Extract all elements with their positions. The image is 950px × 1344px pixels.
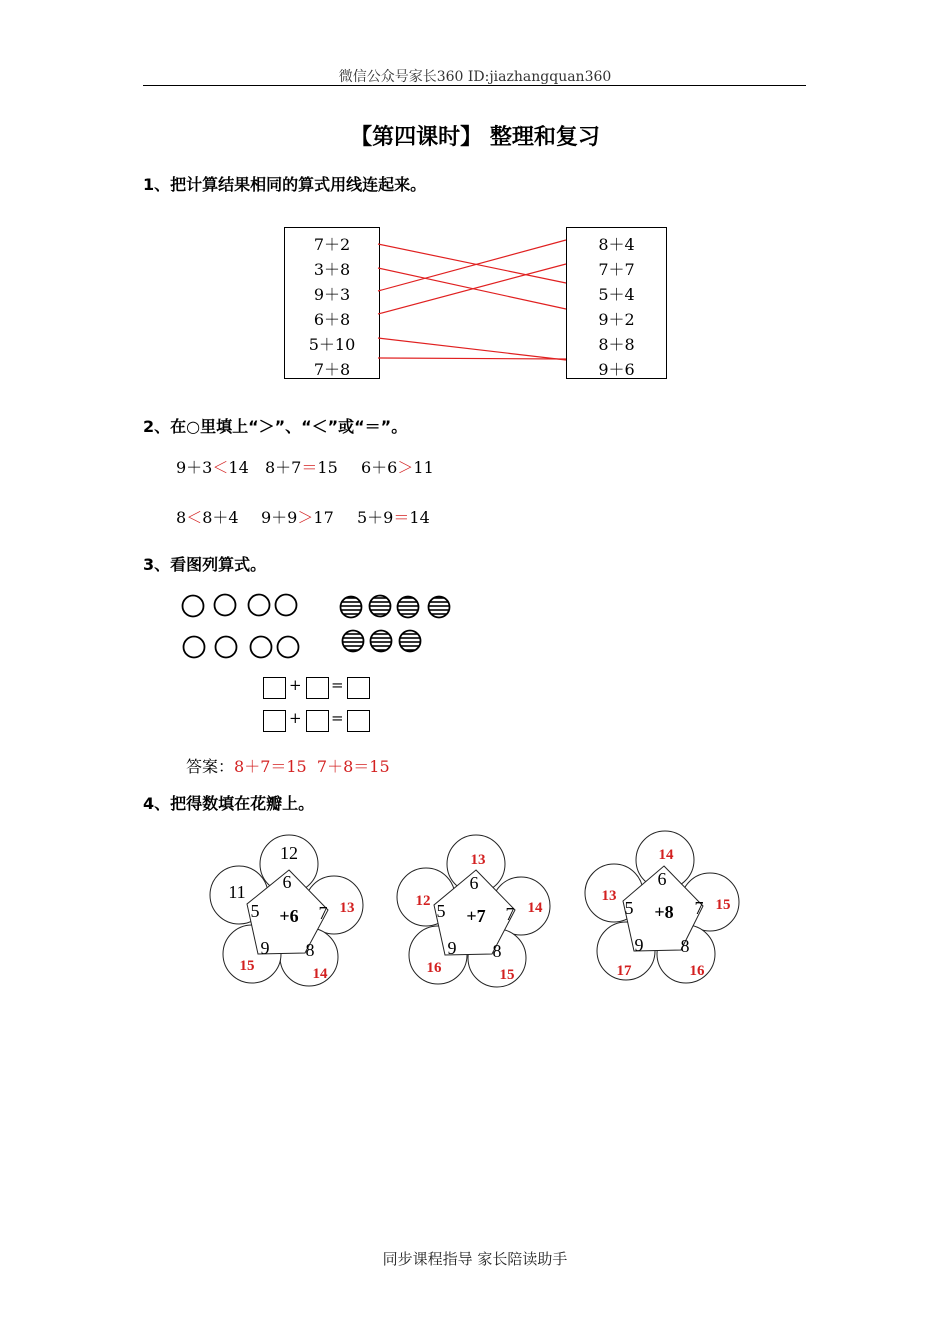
striped-circle-icon xyxy=(343,631,364,652)
comparison-left: 9＋3 xyxy=(176,458,213,477)
petal-value: 12 xyxy=(415,893,431,909)
answer-box[interactable] xyxy=(263,710,286,732)
striped-circle-icon xyxy=(341,597,362,618)
left-expr: 5＋10 xyxy=(308,335,356,354)
match-line xyxy=(378,244,566,283)
petal-value: 15 xyxy=(239,958,255,974)
comparison-right: 17 xyxy=(313,508,334,527)
petal-value: 13 xyxy=(339,900,355,916)
comparison-left: 5＋9 xyxy=(357,508,394,527)
petal-value: 11 xyxy=(228,882,246,902)
right-expr: 8＋4 xyxy=(598,235,635,254)
right-expr: 9＋6 xyxy=(598,360,635,379)
empty-circle-icon xyxy=(251,637,272,658)
petal-value: 12 xyxy=(280,843,298,863)
inner-number: 7 xyxy=(318,903,328,923)
left-expr: 6＋8 xyxy=(313,310,351,329)
plus-sign: + xyxy=(289,709,302,727)
petal-value: 17 xyxy=(616,963,632,979)
empty-circle-icon xyxy=(276,595,297,616)
petal-value: 16 xyxy=(689,963,705,979)
equals-sign: = xyxy=(331,709,344,727)
left-expr: 9＋3 xyxy=(313,285,351,304)
comparison-sign: ＜ xyxy=(186,508,203,527)
empty-circle-icon xyxy=(215,595,236,616)
left-expr: 3＋8 xyxy=(313,260,351,279)
question-1-label: 1、把计算结果相同的算式用线连起来。 xyxy=(143,175,427,194)
comparison-sign: ＝ xyxy=(301,458,318,477)
comparison-item xyxy=(176,505,239,528)
match-line xyxy=(378,264,566,314)
comparison-left: 6＋6 xyxy=(361,458,398,477)
equals-sign: = xyxy=(331,676,344,694)
inner-number: 6 xyxy=(657,869,667,889)
inner-number: 6 xyxy=(469,873,479,893)
center-operator: +6 xyxy=(279,906,299,926)
inner-number: 5 xyxy=(436,901,446,921)
comparison-item xyxy=(176,455,249,478)
petal-value: 14 xyxy=(658,847,674,863)
inner-number: 9 xyxy=(260,938,270,958)
match-line xyxy=(378,338,566,360)
comparison-left: 8 xyxy=(176,508,187,527)
petal-value: 14 xyxy=(527,900,543,916)
petal-value: 13 xyxy=(470,852,486,868)
empty-circle-icon xyxy=(184,637,205,658)
striped-circle-icon xyxy=(398,597,419,618)
petal-value: 14 xyxy=(312,966,328,982)
inner-number: 7 xyxy=(694,898,704,918)
comparison-right: 14 xyxy=(409,508,430,527)
flower-plus-6 xyxy=(210,835,363,986)
striped-circle-icon xyxy=(370,596,391,617)
striped-circle-icon xyxy=(400,631,421,652)
right-expr: 7＋7 xyxy=(598,260,635,279)
counting-picture xyxy=(0,580,950,670)
comparison-right: 14 xyxy=(228,458,249,477)
answer-box[interactable] xyxy=(263,677,286,699)
question-4-label: 4、把得数填在花瓣上。 xyxy=(143,794,315,813)
answer-box[interactable] xyxy=(306,710,329,732)
answer-text: 8＋7＝15 7＋8＝15 xyxy=(234,757,390,776)
question-2-label: 2、在○里填上“＞”、“＜”或“＝”。 xyxy=(143,417,408,436)
inner-number: 9 xyxy=(634,935,644,955)
comparison-right: 15 xyxy=(317,458,338,477)
answer-box[interactable] xyxy=(306,677,329,699)
petal-value: 13 xyxy=(601,888,617,904)
inner-number: 8 xyxy=(305,940,315,960)
comparison-sign: ＝ xyxy=(393,508,410,527)
comparison-item xyxy=(261,505,334,528)
empty-circle-icon xyxy=(216,637,237,658)
inner-number: 7 xyxy=(505,904,515,924)
comparison-left: 8＋7 xyxy=(265,458,302,477)
comparison-sign: ＜ xyxy=(212,458,229,477)
page-footer: 同步课程指导 家长陪读助手 xyxy=(382,1250,568,1268)
answer-box[interactable] xyxy=(347,710,370,732)
page-title: 【第四课时】 整理和复习 xyxy=(350,125,600,150)
left-expr: 7＋2 xyxy=(313,235,351,254)
comparison-item xyxy=(357,505,430,528)
answer-box[interactable] xyxy=(347,677,370,699)
inner-number: 5 xyxy=(624,898,634,918)
flower-plus-8 xyxy=(585,831,739,983)
comparison-item xyxy=(361,455,434,478)
striped-circle-icon xyxy=(429,597,450,618)
comparison-sign: ＞ xyxy=(297,508,314,527)
comparison-left: 9＋9 xyxy=(261,508,298,527)
flower-plus-7 xyxy=(397,835,550,987)
center-operator: +8 xyxy=(654,902,674,922)
match-line xyxy=(378,240,566,291)
inner-number: 8 xyxy=(492,941,502,961)
empty-circle-icon xyxy=(183,596,204,617)
comparison-sign: ＞ xyxy=(397,458,414,477)
empty-circle-icon xyxy=(249,595,270,616)
inner-number: 6 xyxy=(282,872,292,892)
right-expr: 8＋8 xyxy=(598,335,635,354)
right-expr: 5＋4 xyxy=(598,285,635,304)
petal-value: 15 xyxy=(715,897,731,913)
inner-number: 5 xyxy=(250,901,260,921)
center-operator: +7 xyxy=(466,906,486,926)
striped-circle-icon xyxy=(371,631,392,652)
flower-diagrams xyxy=(0,820,950,1000)
answer-line xyxy=(186,754,390,777)
comparison-item xyxy=(265,455,338,478)
comparison-right: 8＋4 xyxy=(202,508,239,527)
plus-sign: + xyxy=(289,676,302,694)
inner-number: 9 xyxy=(447,938,457,958)
left-expr: 7＋8 xyxy=(313,360,351,379)
question-3-label: 3、看图列算式。 xyxy=(143,555,267,574)
match-line xyxy=(378,358,566,359)
comparison-right: 11 xyxy=(413,458,434,477)
petal-value: 16 xyxy=(426,960,442,976)
empty-circle-icon xyxy=(278,637,299,658)
answer-label: 答案： xyxy=(186,757,235,776)
page-header: 微信公众号家长360 ID:jiazhangquan360 xyxy=(338,69,612,85)
matching-lines xyxy=(0,0,950,400)
right-expr: 9＋2 xyxy=(598,310,635,329)
petal-value: 15 xyxy=(499,967,515,983)
inner-number: 8 xyxy=(680,936,690,956)
